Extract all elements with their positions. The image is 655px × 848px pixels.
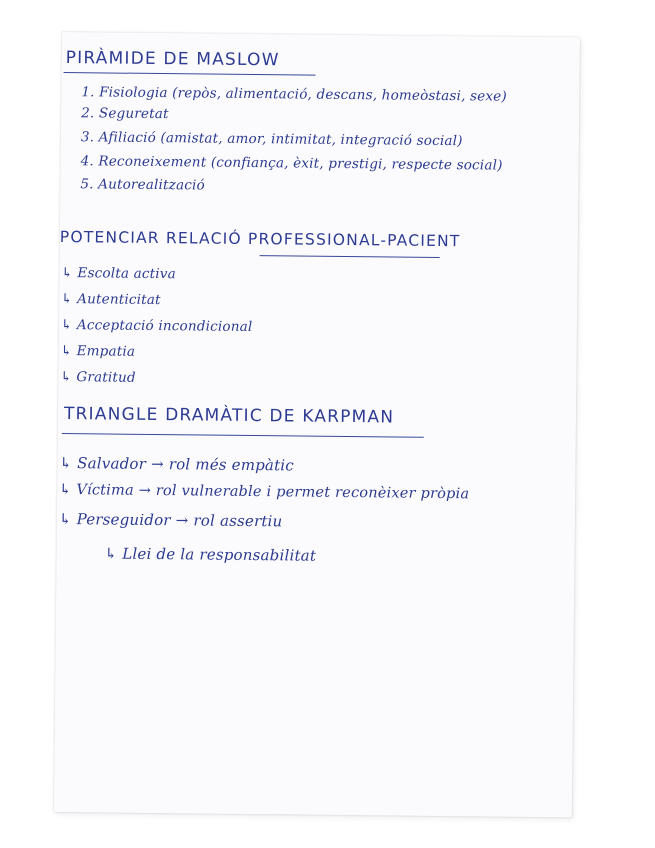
list-item: 3. Afiliació (amistat, amor, intimitat, integració social) (80, 129, 463, 150)
title-underline (260, 255, 440, 258)
notebook-page (54, 32, 580, 817)
list-item: ↳ Empatia (60, 343, 136, 360)
title-underline (64, 72, 316, 76)
list-item: ↳ Autenticitat (61, 291, 161, 309)
section-title-maslow: PIRÀMIDE DE MASLOW (65, 48, 280, 71)
list-item: ↳ Salvador → rol més empàtic (59, 453, 295, 475)
section-title-karpman: TRIANGLE DRAMÀTIC DE KARPMAN (63, 404, 395, 428)
list-item: ↳ Llei de la responsabilitat (104, 544, 317, 565)
list-item: ↳ Víctima → rol vulnerable i permet reconèixer pròpia (59, 481, 470, 503)
list-item: 2. Seguretat (81, 105, 169, 123)
list-item: ↳ Acceptació incondicional (60, 317, 253, 336)
list-item: 4. Reconeixement (confiança, èxit, prestigi, respecte social) (80, 153, 503, 174)
list-item: 5. Autorealització (80, 176, 205, 194)
title-underline (62, 433, 424, 438)
section-title-relacio: POTENCIAR RELACIÓ PROFESSIONAL-PACIENT (59, 227, 461, 251)
list-item: ↳ Gratitud (60, 369, 136, 386)
list-item: 1. Fisiologia (repòs, alimentació, descans, homeòstasi, sexe) (81, 84, 507, 105)
list-item: ↳ Escolta activa (61, 265, 176, 283)
list-item: ↳ Perseguidor → rol assertiu (58, 509, 283, 531)
